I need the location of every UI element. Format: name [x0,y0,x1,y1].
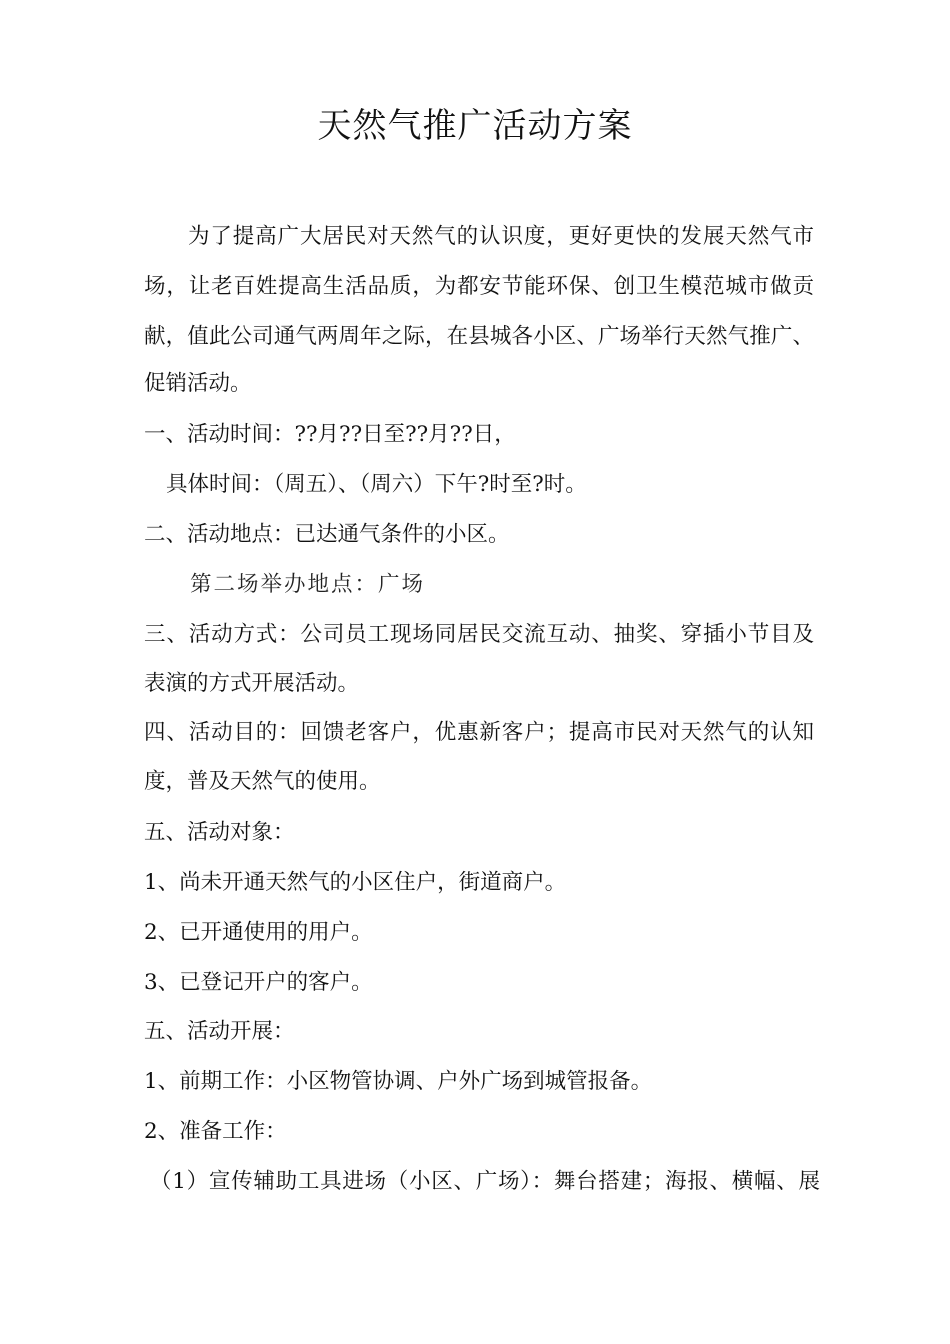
section-location-heading: 二、活动地点：已达通气条件的小区。 [144,522,510,547]
conduct-item-2: 2、准备工作： [144,1119,287,1144]
target-item-1: 1、尚未开通天然气的小区住户，街道商户。 [144,870,567,895]
section-time-detail: 具体时间：（周五）、（周六）下午?时至?时。 [166,472,587,497]
section-purpose-line-2: 度，普及天然气的使用。 [144,769,381,794]
conduct-subitem-1: （1）宣传辅助工具进场（小区、广场）：舞台搭建；海报、横幅、展 [150,1169,820,1194]
section-location-detail: 第二场举办地点：广场 [190,572,426,597]
conduct-item-1: 1、前期工作：小区物管协调、户外广场到城管报备。 [144,1069,653,1094]
paragraph-intro-line-3: 献，值此公司通气两周年之际，在县城各小区、广场举行天然气推广、 [144,324,814,349]
section-time-heading: 一、活动时间：??月??日至??月??日， [144,422,516,447]
section-purpose-line-1: 四、活动目的：回馈老客户，优惠新客户；提高市民对天然气的认知 [144,720,814,745]
paragraph-intro-line-4: 促销活动。 [144,371,252,396]
section-conduct-heading: 五、活动开展： [144,1019,295,1044]
target-item-3: 3、已登记开户的客户。 [144,970,373,995]
target-item-2: 2、已开通使用的用户。 [144,920,373,945]
paragraph-intro-line-1: 为了提高广大居民对天然气的认识度，更好更快的发展天然气市 [188,224,814,249]
document-title: 天然气推广活动方案 [317,106,633,146]
paragraph-intro-line-2: 场，让老百姓提高生活品质，为都安节能环保、创卫生模范城市做贡 [144,274,814,299]
section-method-line-1: 三、活动方式：公司员工现场同居民交流互动、抽奖、穿插小节目及 [144,622,814,647]
section-target-heading: 五、活动对象： [144,820,295,845]
section-method-line-2: 表演的方式开展活动。 [144,671,360,696]
